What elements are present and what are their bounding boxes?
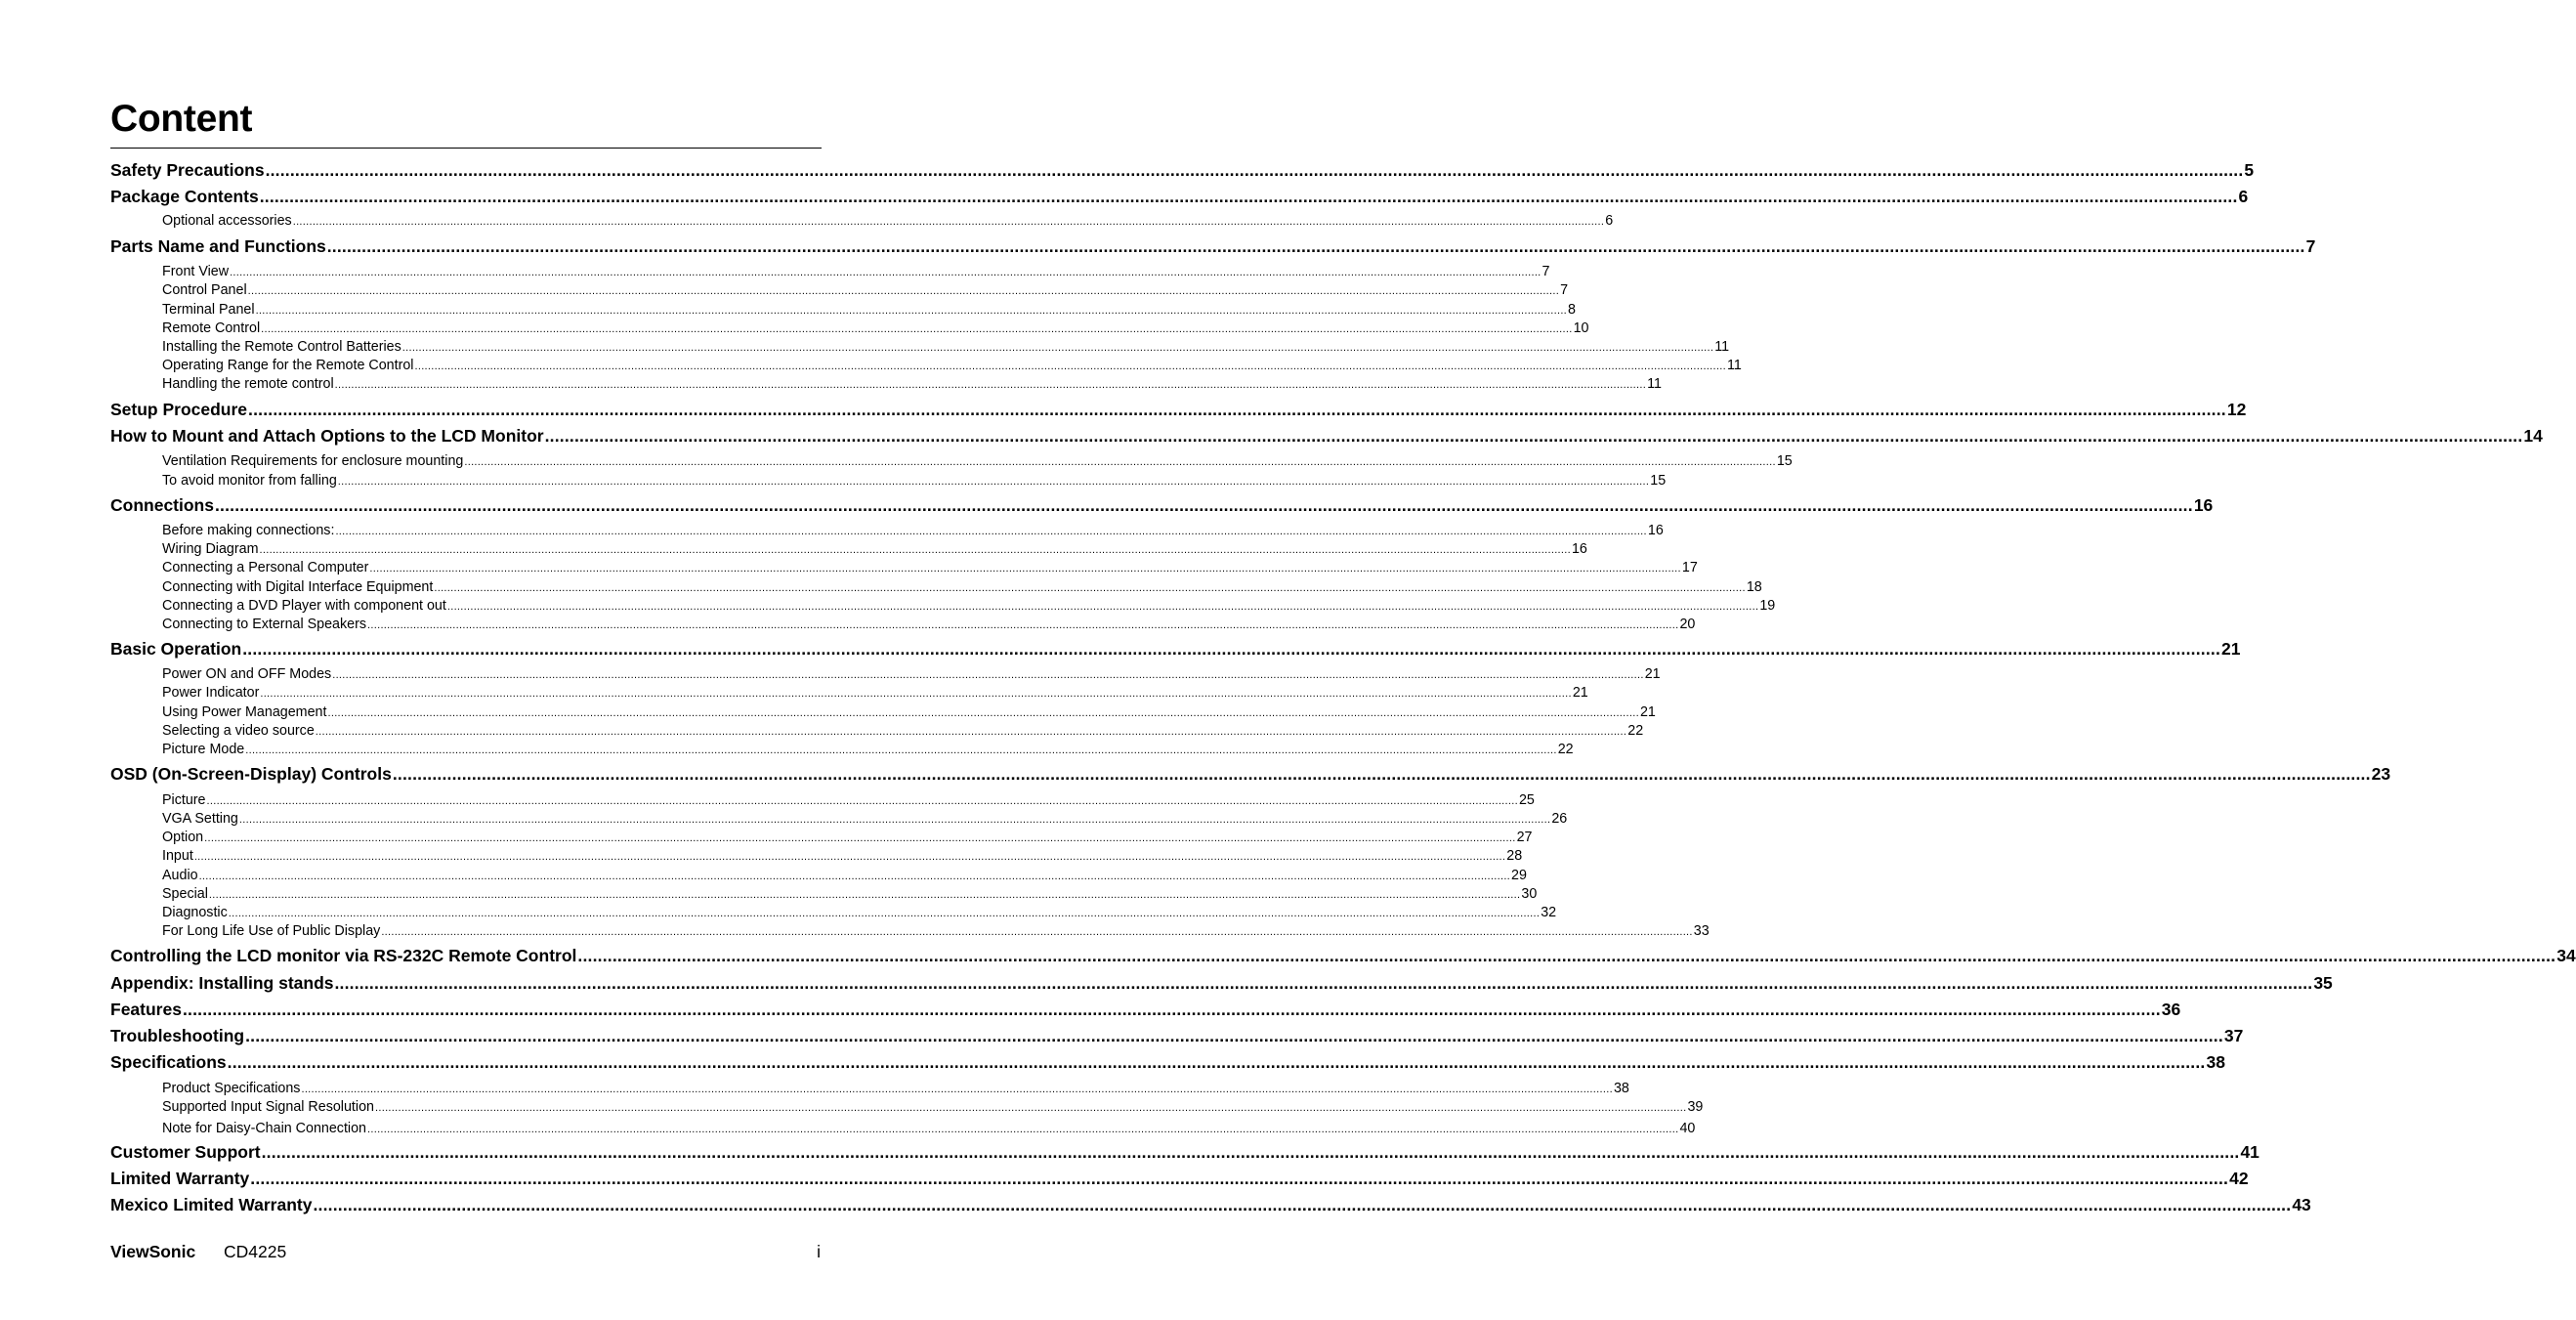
toc-dot-leader: ................................................................................................................................................................................................................................................................................................................................................................................................................ bbox=[577, 946, 2556, 965]
toc-subsection-entry[interactable] bbox=[162, 685, 1588, 701]
toc-dot-leader: ................................................................................................................................................................................................................................................................................................................................................................................................................ bbox=[544, 426, 2523, 446]
toc-subsection-entry[interactable] bbox=[162, 742, 1574, 757]
toc-dot-leader: ................................................................................................................................................................................................................................................................................................................................................................................................................ bbox=[238, 814, 1551, 826]
toc-entry-page-number: 37 bbox=[2223, 1026, 2244, 1045]
toc-entry-page-number: 32 bbox=[1541, 905, 1557, 920]
toc-dot-leader: ................................................................................................................................................................................................................................................................................................................................................................................................................ bbox=[260, 688, 1572, 700]
toc-entry-label: Setup Procedure bbox=[110, 400, 248, 419]
toc-entry-page-number: 38 bbox=[1613, 1081, 1629, 1096]
toc-subsection-entry[interactable] bbox=[162, 213, 1614, 229]
toc-subsection-entry[interactable] bbox=[162, 666, 1661, 682]
toc-entry-label: For Long Life Use of Public Display bbox=[162, 923, 381, 939]
toc-entry-page-number: 19 bbox=[1759, 598, 1776, 614]
toc-entry-label: To avoid monitor from falling bbox=[162, 473, 337, 489]
toc-dot-leader: ................................................................................................................................................................................................................................................................................................................................................................................................................ bbox=[227, 1052, 2206, 1072]
toc-dot-leader: ................................................................................................................................................................................................................................................................................................................................................................................................................ bbox=[434, 582, 1746, 594]
toc-entry-page-number: 11 bbox=[1647, 376, 1662, 392]
toc-entry-page-number: 21 bbox=[2221, 639, 2241, 659]
toc-subsection-entry[interactable] bbox=[162, 264, 1550, 279]
toc-dot-leader: ................................................................................................................................................................................................................................................................................................................................................................................................................ bbox=[228, 908, 1541, 919]
toc-entry-label: Customer Support bbox=[110, 1142, 261, 1162]
toc-section-entry[interactable] bbox=[110, 1026, 2244, 1046]
toc-dot-leader: ................................................................................................................................................................................................................................................................................................................................................................................................................ bbox=[464, 456, 1776, 468]
toc-section-entry[interactable] bbox=[110, 495, 2214, 516]
toc-entry-page-number: 16 bbox=[1647, 523, 1664, 538]
toc-subsection-entry[interactable] bbox=[162, 302, 1576, 318]
toc-entry-label: Connecting with Digital Interface Equipment bbox=[162, 579, 434, 595]
page-title: Content bbox=[110, 98, 253, 140]
toc-entry-page-number: 11 bbox=[1714, 339, 1730, 355]
toc-dot-leader: ................................................................................................................................................................................................................................................................................................................................................................................................................ bbox=[337, 476, 1650, 488]
toc-dot-leader: ................................................................................................................................................................................................................................................................................................................................................................................................................ bbox=[255, 305, 1568, 317]
toc-entry-page-number: 36 bbox=[2161, 1000, 2181, 1019]
toc-entry-label: Before making connections: bbox=[162, 523, 335, 538]
toc-subsection-entry[interactable] bbox=[162, 1081, 1629, 1096]
toc-subsection-entry[interactable] bbox=[162, 868, 1527, 883]
footer-brand: ViewSonic bbox=[110, 1242, 196, 1261]
toc-entry-label: Selecting a video source bbox=[162, 723, 315, 739]
toc-subsection-entry[interactable] bbox=[162, 811, 1568, 827]
toc-entry-label: Remote Control bbox=[162, 320, 261, 336]
toc-entry-page-number: 22 bbox=[1627, 723, 1644, 739]
toc-entry-label: Supported Input Signal Resolution bbox=[162, 1099, 374, 1115]
toc-entry-label: Connecting a DVD Player with component out bbox=[162, 598, 446, 614]
toc-section-entry[interactable] bbox=[110, 236, 2316, 257]
toc-entry-page-number: 22 bbox=[1557, 742, 1574, 757]
toc-section-entry[interactable] bbox=[110, 1142, 2259, 1163]
toc-entry-page-number: 21 bbox=[1572, 685, 1588, 701]
toc-subsection-entry[interactable] bbox=[162, 282, 1569, 298]
toc-entry-page-number: 12 bbox=[2226, 400, 2247, 419]
toc-subsection-entry[interactable] bbox=[162, 723, 1644, 739]
toc-subsection-entry[interactable] bbox=[162, 923, 1710, 939]
toc-dot-leader: ................................................................................................................................................................................................................................................................................................................................................................................................................ bbox=[315, 726, 1627, 738]
toc-subsection-entry[interactable] bbox=[162, 1121, 1696, 1136]
toc-dot-leader: ................................................................................................................................................................................................................................................................................................................................................................................................................ bbox=[369, 563, 1681, 575]
footer-model: CD4225 bbox=[224, 1242, 287, 1261]
toc-dot-leader: ................................................................................................................................................................................................................................................................................................................................................................................................................ bbox=[206, 795, 1518, 807]
toc-entry-page-number: 5 bbox=[2244, 160, 2255, 180]
toc-entry-label: OSD (On-Screen-Display) Controls bbox=[110, 764, 392, 784]
toc-entry-page-number: 35 bbox=[2313, 973, 2333, 993]
toc-subsection-entry[interactable] bbox=[162, 598, 1776, 614]
toc-section-entry[interactable] bbox=[110, 1052, 2225, 1073]
toc-section-entry[interactable] bbox=[110, 973, 2333, 994]
toc-entry-label: Parts Name and Functions bbox=[110, 236, 326, 256]
toc-entry-page-number: 41 bbox=[2240, 1142, 2259, 1162]
toc-section-entry[interactable] bbox=[110, 1169, 2249, 1189]
toc-dot-leader: ................................................................................................................................................................................................................................................................................................................................................................................................................ bbox=[245, 745, 1557, 756]
toc-entry-label: Using Power Management bbox=[162, 704, 327, 720]
toc-dot-leader: ................................................................................................................................................................................................................................................................................................................................................................................................................ bbox=[261, 323, 1573, 335]
toc-dot-leader: ................................................................................................................................................................................................................................................................................................................................................................................................................ bbox=[334, 379, 1647, 391]
toc-entry-label: Limited Warranty bbox=[110, 1169, 250, 1188]
toc-entry-label: How to Mount and Attach Options to the LCD Monitor bbox=[110, 426, 544, 446]
toc-section-entry[interactable] bbox=[110, 946, 2576, 966]
toc-entry-label: Features bbox=[110, 1000, 182, 1019]
page-footer bbox=[110, 1242, 821, 1263]
toc-entry-page-number: 7 bbox=[1541, 264, 1550, 279]
toc-dot-leader: ................................................................................................................................................................................................................................................................................................................................................................................................................ bbox=[381, 926, 1693, 938]
toc-entry-label: Option bbox=[162, 830, 204, 845]
toc-entry-page-number: 17 bbox=[1681, 560, 1698, 575]
toc-entry-page-number: 28 bbox=[1506, 848, 1523, 864]
toc-entry-page-number: 7 bbox=[2305, 236, 2316, 256]
toc-subsection-entry[interactable] bbox=[162, 886, 1538, 902]
toc-subsection-entry[interactable] bbox=[162, 579, 1762, 595]
toc-dot-leader: ................................................................................................................................................................................................................................................................................................................................................................................................................ bbox=[334, 973, 2313, 993]
toc-dot-leader: ................................................................................................................................................................................................................................................................................................................................................................................................................ bbox=[301, 1084, 1613, 1095]
toc-dot-leader: ................................................................................................................................................................................................................................................................................................................................................................................................................ bbox=[335, 526, 1647, 537]
toc-entry-label: Wiring Diagram bbox=[162, 541, 259, 557]
toc-subsection-entry[interactable] bbox=[162, 830, 1533, 845]
toc-subsection-entry[interactable] bbox=[162, 792, 1535, 808]
toc-entry-label: Operating Range for the Remote Control bbox=[162, 358, 414, 373]
toc-entry-page-number: 18 bbox=[1746, 579, 1762, 595]
toc-entry-label: Connecting a Personal Computer bbox=[162, 560, 369, 575]
toc-section-entry[interactable] bbox=[110, 400, 2247, 420]
toc-entry-label: Note for Daisy-Chain Connection bbox=[162, 1121, 366, 1136]
toc-subsection-entry[interactable] bbox=[162, 453, 1793, 469]
toc-dot-leader: ................................................................................................................................................................................................................................................................................................................................................................................................................ bbox=[259, 544, 1571, 556]
toc-entry-page-number: 15 bbox=[1776, 453, 1793, 469]
toc-dot-leader: ................................................................................................................................................................................................................................................................................................................................................................................................................ bbox=[261, 1142, 2240, 1162]
toc-entry-label: Audio bbox=[162, 868, 198, 883]
toc-entry-page-number: 7 bbox=[1560, 282, 1569, 298]
toc-section-entry[interactable] bbox=[110, 187, 2249, 207]
toc-dot-leader: ................................................................................................................................................................................................................................................................................................................................................................................................................ bbox=[214, 495, 2193, 515]
toc-entry-label: Diagnostic bbox=[162, 905, 228, 920]
toc-entry-label: Input bbox=[162, 848, 193, 864]
toc-section-entry[interactable] bbox=[110, 1000, 2181, 1020]
toc-dot-leader: ................................................................................................................................................................................................................................................................................................................................................................................................................ bbox=[198, 871, 1511, 882]
toc-dot-leader: ................................................................................................................................................................................................................................................................................................................................................................................................................ bbox=[401, 342, 1714, 354]
toc-entry-label: Picture Mode bbox=[162, 742, 245, 757]
toc-subsection-entry[interactable] bbox=[162, 339, 1730, 355]
toc-entry-label: Ventilation Requirements for enclosure mounting bbox=[162, 453, 464, 469]
toc-entry-label: Appendix: Installing stands bbox=[110, 973, 334, 993]
toc-section-entry[interactable] bbox=[110, 160, 2255, 181]
toc-subsection-entry[interactable] bbox=[162, 320, 1589, 336]
toc-section-entry[interactable] bbox=[110, 639, 2241, 660]
toc-entry-page-number: 15 bbox=[1650, 473, 1667, 489]
toc-entry-page-number: 39 bbox=[1687, 1099, 1704, 1115]
toc-entry-page-number: 42 bbox=[2229, 1169, 2249, 1188]
toc-entry-label: Optional accessories bbox=[162, 213, 292, 229]
toc-subsection-entry[interactable] bbox=[162, 541, 1587, 557]
toc-entry-page-number: 14 bbox=[2523, 426, 2543, 446]
toc-dot-leader: ................................................................................................................................................................................................................................................................................................................................................................................................................ bbox=[375, 1102, 1687, 1114]
toc-subsection-entry[interactable] bbox=[162, 358, 1742, 373]
toc-entry-label: Controlling the LCD monitor via RS-232C Remote Control bbox=[110, 946, 577, 965]
toc-entry-label: Specifications bbox=[110, 1052, 227, 1072]
toc-entry-page-number: 29 bbox=[1511, 868, 1527, 883]
toc-subsection-entry[interactable] bbox=[162, 1099, 1704, 1115]
toc-subsection-entry[interactable] bbox=[162, 704, 1656, 720]
toc-entry-page-number: 23 bbox=[2371, 764, 2391, 784]
toc-entry-page-number: 8 bbox=[1568, 302, 1576, 318]
toc-subsection-entry[interactable] bbox=[162, 376, 1662, 392]
toc-dot-leader: ................................................................................................................................................................................................................................................................................................................................................................................................................ bbox=[259, 187, 2238, 206]
toc-subsection-entry[interactable] bbox=[162, 473, 1667, 489]
toc-entry-page-number: 25 bbox=[1518, 792, 1535, 808]
toc-entry-page-number: 10 bbox=[1573, 320, 1589, 336]
toc-dot-leader: ................................................................................................................................................................................................................................................................................................................................................................................................................ bbox=[208, 889, 1521, 901]
toc-dot-leader: ................................................................................................................................................................................................................................................................................................................................................................................................................ bbox=[367, 1124, 1679, 1135]
toc-dot-leader: ................................................................................................................................................................................................................................................................................................................................................................................................................ bbox=[332, 669, 1644, 681]
toc-entry-page-number: 43 bbox=[2292, 1195, 2311, 1214]
toc-entry-label: VGA Setting bbox=[162, 811, 238, 827]
toc-entry-page-number: 21 bbox=[1639, 704, 1656, 720]
toc-entry-label: Power ON and OFF Modes bbox=[162, 666, 332, 682]
toc-subsection-entry[interactable] bbox=[162, 617, 1696, 632]
toc-dot-leader: ................................................................................................................................................................................................................................................................................................................................................................................................................ bbox=[367, 619, 1679, 631]
toc-entry-page-number: 21 bbox=[1644, 666, 1661, 682]
toc-entry-label: Power Indicator bbox=[162, 685, 260, 701]
toc-entry-label: Handling the remote control bbox=[162, 376, 334, 392]
toc-entry-label: Connections bbox=[110, 495, 214, 515]
toc-entry-label: Picture bbox=[162, 792, 206, 808]
toc-dot-leader: ................................................................................................................................................................................................................................................................................................................................................................................................................ bbox=[242, 639, 2221, 659]
toc-entry-page-number: 33 bbox=[1693, 923, 1710, 939]
toc-dot-leader: ................................................................................................................................................................................................................................................................................................................................................................................................................ bbox=[392, 764, 2371, 784]
toc-entry-label: Troubleshooting bbox=[110, 1026, 245, 1045]
toc-dot-leader: ................................................................................................................................................................................................................................................................................................................................................................................................................ bbox=[247, 285, 1560, 297]
toc-subsection-entry[interactable] bbox=[162, 848, 1523, 864]
toc-entry-page-number: 38 bbox=[2206, 1052, 2225, 1072]
toc-dot-leader: ................................................................................................................................................................................................................................................................................................................................................................................................................ bbox=[313, 1195, 2292, 1214]
toc-entry-page-number: 20 bbox=[1679, 617, 1696, 632]
toc-section-entry[interactable] bbox=[110, 1195, 2311, 1215]
toc-dot-leader: ................................................................................................................................................................................................................................................................................................................................................................................................................ bbox=[265, 160, 2244, 180]
toc-dot-leader: ................................................................................................................................................................................................................................................................................................................................................................................................................ bbox=[327, 707, 1639, 719]
footer-page-number: i bbox=[817, 1242, 821, 1261]
toc-entry-page-number: 34 bbox=[2556, 946, 2576, 965]
toc-entry-page-number: 40 bbox=[1679, 1121, 1696, 1136]
toc-entry-page-number: 30 bbox=[1521, 886, 1538, 902]
toc-subsection-entry[interactable] bbox=[162, 523, 1664, 538]
toc-dot-leader: ................................................................................................................................................................................................................................................................................................................................................................................................................ bbox=[414, 361, 1726, 372]
toc-entry-page-number: 16 bbox=[2193, 495, 2214, 515]
toc-section-entry[interactable] bbox=[110, 426, 2543, 447]
toc-entry-label: Mexico Limited Warranty bbox=[110, 1195, 313, 1214]
toc-entry-page-number: 11 bbox=[1726, 358, 1742, 373]
toc-dot-leader: ................................................................................................................................................................................................................................................................................................................................................................................................................ bbox=[250, 1169, 2229, 1188]
toc-section-entry[interactable] bbox=[110, 764, 2391, 785]
toc-dot-leader: ................................................................................................................................................................................................................................................................................................................................................................................................................ bbox=[245, 1026, 2223, 1045]
toc-dot-leader: ................................................................................................................................................................................................................................................................................................................................................................................................................ bbox=[204, 832, 1516, 844]
toc-dot-leader: ................................................................................................................................................................................................................................................................................................................................................................................................................ bbox=[182, 1000, 2161, 1019]
toc-entry-label: Terminal Panel bbox=[162, 302, 255, 318]
toc-dot-leader: ................................................................................................................................................................................................................................................................................................................................................................................................................ bbox=[292, 216, 1605, 228]
toc-entry-page-number: 6 bbox=[2238, 187, 2249, 206]
toc-entry-label: Special bbox=[162, 886, 208, 902]
toc-entry-label: Connecting to External Speakers bbox=[162, 617, 367, 632]
toc-entry-page-number: 6 bbox=[1605, 213, 1614, 229]
toc-dot-leader: ................................................................................................................................................................................................................................................................................................................................................................................................................ bbox=[193, 851, 1506, 863]
toc-entry-label: Package Contents bbox=[110, 187, 259, 206]
toc-entry-label: Basic Operation bbox=[110, 639, 242, 659]
toc-entry-label: Control Panel bbox=[162, 282, 247, 298]
toc-entry-page-number: 27 bbox=[1516, 830, 1533, 845]
toc-dot-leader: ................................................................................................................................................................................................................................................................................................................................................................................................................ bbox=[326, 236, 2305, 256]
toc-entry-label: Installing the Remote Control Batteries bbox=[162, 339, 401, 355]
toc-subsection-entry[interactable] bbox=[162, 560, 1698, 575]
toc-entry-label: Product Specifications bbox=[162, 1081, 301, 1096]
toc-dot-leader: ................................................................................................................................................................................................................................................................................................................................................................................................................ bbox=[230, 267, 1541, 278]
toc-subsection-entry[interactable] bbox=[162, 905, 1557, 920]
toc-dot-leader: ................................................................................................................................................................................................................................................................................................................................................................................................................ bbox=[248, 400, 2226, 419]
toc-entry-label: Safety Precautions bbox=[110, 160, 265, 180]
toc-entry-page-number: 26 bbox=[1551, 811, 1568, 827]
toc-entry-label: Front View bbox=[162, 264, 230, 279]
toc-entry-page-number: 16 bbox=[1571, 541, 1587, 557]
toc-dot-leader: ................................................................................................................................................................................................................................................................................................................................................................................................................ bbox=[446, 601, 1759, 613]
